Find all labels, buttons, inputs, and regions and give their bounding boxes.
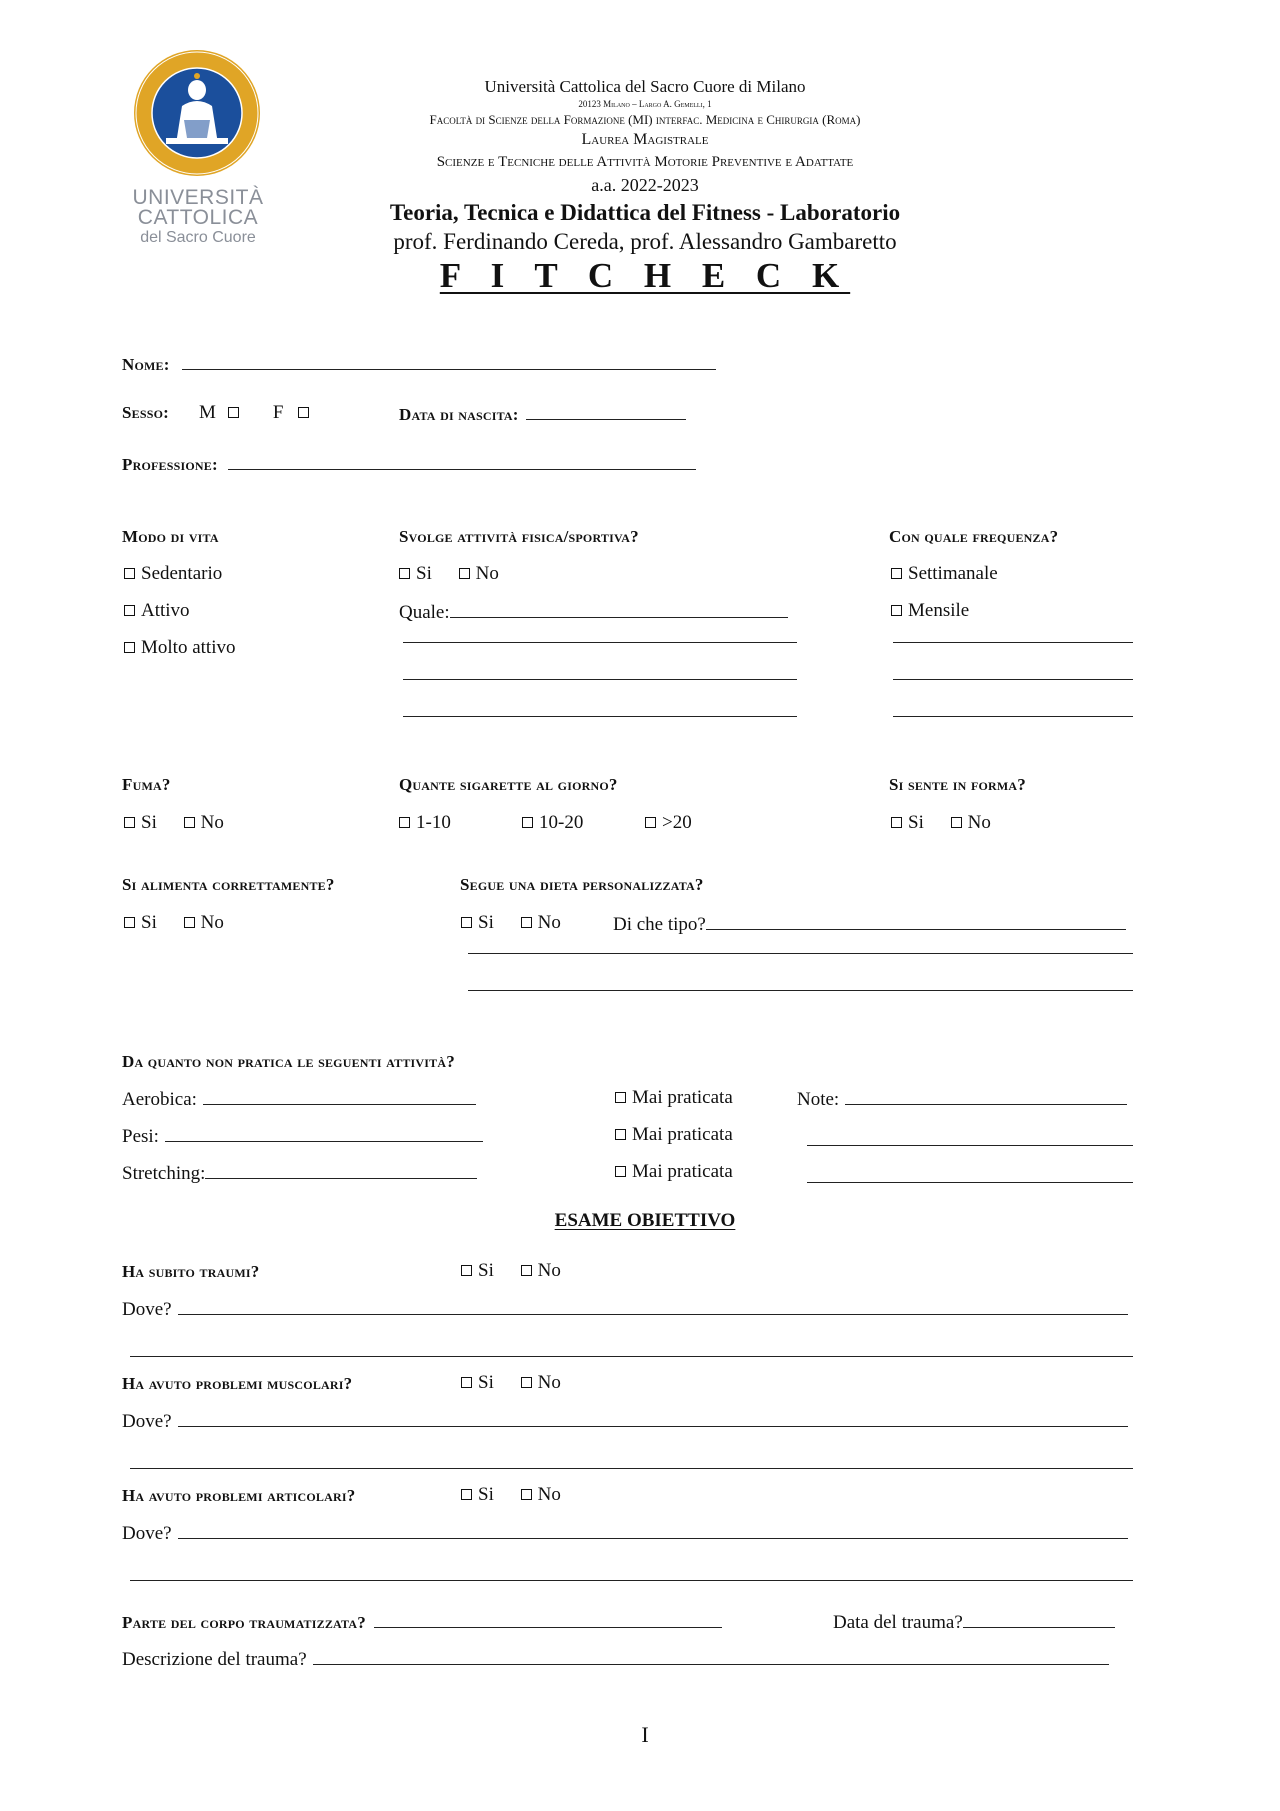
smoke-yes-checkbox[interactable] [124,817,135,828]
name-field[interactable] [182,352,716,370]
activity-no-checkbox[interactable] [459,568,470,579]
never-practiced-stretching[interactable] [615,1161,733,1183]
exam-title [0,1210,1280,1232]
notes-row [797,1087,1127,1111]
checkbox[interactable] [124,605,135,616]
profession-row [122,452,696,475]
trauma-yes-checkbox[interactable] [461,1265,472,1276]
fit-no-checkbox[interactable] [951,817,962,828]
frequency-option-monthly[interactable] [891,600,969,622]
university-seal-icon [132,48,262,178]
sex-m-checkbox[interactable] [228,407,239,418]
checkbox[interactable] [891,568,902,579]
body-part-row [122,1610,722,1633]
activity-no-label: No [475,563,499,584]
lifestyle-option-sedentary[interactable] [124,563,222,585]
trauma-date-label: Data del trauma? [833,1612,963,1633]
smoke-no-label: No [200,812,224,833]
lifestyle-label: Modo di vita [122,527,219,546]
activity-label: Svolge attività fisica/sportiva? [399,527,639,546]
trauma-yes-no [461,1260,561,1282]
inactivity-row-stretching [122,1161,477,1185]
muscular-where-row [122,1409,1128,1433]
joint-extra-line[interactable] [130,1580,1133,1581]
cigarettes-option-20-plus[interactable] [645,812,692,834]
logo-line-3: del Sacro Cuore [140,229,256,246]
frequency-extra-line-2[interactable] [893,679,1133,680]
trauma-desc-label: Descrizione del trauma? [122,1649,307,1670]
nutrition-label: Si alimenta correttamente? [122,875,335,894]
frequency-option-label: Settimanale [908,563,998,584]
checkbox[interactable] [615,1092,626,1103]
cigarettes-option-1-10[interactable] [399,812,451,834]
inactivity-row-weights [122,1124,483,1148]
logo-line-2: CATTOLICA [137,206,259,229]
muscular-label: Ha avuto problemi muscolari? [122,1374,353,1393]
lifestyle-option-active[interactable] [124,600,190,622]
diet-type-row [613,912,1126,936]
name-label: Nome: [122,355,170,374]
fit-yes-no [891,812,991,834]
notes-extra-line-2[interactable] [807,1182,1133,1183]
activity-yes-no [399,563,499,585]
activity-extra-line-1[interactable] [403,642,797,643]
joint-yes-checkbox[interactable] [461,1489,472,1500]
header-year: a.a. 2022-2023 [591,175,699,195]
name-row [122,352,716,375]
never-practiced-label: Mai praticata [632,1124,733,1145]
course-title: Teoria, Tecnica e Didattica del Fitness - Laboratorio [389,200,901,225]
checkbox[interactable] [522,817,533,828]
diet-type-field[interactable] [706,912,1126,930]
notes-field[interactable] [845,1087,1127,1105]
logo-text [128,188,268,248]
muscular-no-label: No [537,1372,561,1393]
header-program: Scienze e Tecniche delle Attività Motorie Preventive e Adattate [436,154,854,170]
lifestyle-option-label: Attivo [141,600,190,621]
trauma-extra-line[interactable] [130,1356,1133,1357]
birth-row [399,402,686,425]
muscular-yes-label: Si [478,1372,494,1393]
sex-m-label: M [199,402,216,423]
nutrition-yes-no [124,912,224,934]
notes-label: Note: [797,1089,840,1110]
course-professors: prof. Ferdinando Cereda, prof. Alessandro Gambaretto [393,229,897,254]
lifestyle-option-label: Sedentario [141,563,223,584]
sex-f-label: F [272,402,284,423]
trauma-desc-row [122,1647,1109,1671]
birth-date-label: Data di nascita: [399,405,519,424]
never-practiced-label: Mai praticata [632,1087,733,1108]
nutrition-yes-label: Si [141,912,157,933]
never-practiced-weights[interactable] [615,1124,733,1146]
checkbox[interactable] [124,568,135,579]
smoke-label: Fuma? [122,775,171,794]
body-part-label: Parte del corpo traumatizzata? [122,1613,366,1632]
joint-where-row [122,1521,1128,1545]
fit-label: Si sente in forma? [889,775,1026,794]
body-part-field[interactable] [374,1610,722,1628]
smoke-yes-label: Si [141,812,157,833]
header-address: 20123 Milano – Largo A. Gemelli, 1 [578,99,712,109]
cigarettes-option-label: 10-20 [539,812,584,833]
diet-no-checkbox[interactable] [521,917,532,928]
sex-f-checkbox[interactable] [298,407,309,418]
checkbox[interactable] [124,642,135,653]
exam-title-text: ESAME OBIETTIVO [554,1210,736,1231]
checkbox[interactable] [399,817,410,828]
inactivity-row-label: Stretching: [122,1163,206,1184]
profession-label: Professione: [122,455,218,474]
never-practiced-label: Mai praticata [632,1161,733,1182]
frequency-option-weekly[interactable] [891,563,998,585]
inactivity-row-label: Aerobica: [122,1089,197,1110]
joint-where-label: Dove? [122,1523,172,1544]
trauma-no-checkbox[interactable] [521,1265,532,1276]
logo-line-1: UNIVERSITÀ [132,186,264,209]
inactivity-row-field[interactable] [165,1124,483,1142]
smoke-yes-no [124,812,224,834]
frequency-label: Con quale frequenza? [889,527,1059,546]
diet-extra-line-2[interactable] [468,990,1133,991]
cigarettes-option-label: 1-10 [416,812,451,833]
inactivity-row-field[interactable] [205,1161,477,1179]
diet-label: Segue una dieta personalizzata? [460,875,704,894]
muscular-yes-no [461,1372,561,1394]
trauma-where-field[interactable] [178,1297,1128,1315]
nutrition-yes-checkbox[interactable] [124,917,135,928]
page-number: I [641,1722,649,1747]
diet-no-label: No [537,912,561,933]
checkbox[interactable] [615,1129,626,1140]
header-faculty: Facoltà di Scienze della Formazione (MI) interfac. Medicina e Chirurgia (Roma) [429,112,861,127]
fit-no-label: No [967,812,991,833]
muscular-no-checkbox[interactable] [521,1377,532,1388]
muscular-yes-checkbox[interactable] [461,1377,472,1388]
diet-extra-line-1[interactable] [468,953,1133,954]
inactivity-label: Da quanto non pratica le seguenti attività? [122,1052,455,1071]
university-logo [128,48,268,258]
inactivity-row-label: Pesi: [122,1126,159,1147]
inactivity-row-field[interactable] [203,1087,476,1105]
profession-field[interactable] [228,452,696,470]
fit-yes-label: Si [908,812,924,833]
cigarettes-option-label: >20 [662,812,692,833]
activity-extra-line-2[interactable] [403,679,797,680]
diet-type-label: Di che tipo? [613,914,706,935]
joint-no-label: No [537,1484,561,1505]
muscular-extra-line[interactable] [130,1468,1133,1469]
trauma-yes-label: Si [478,1260,494,1281]
joint-yes-no [461,1484,561,1506]
frequency-option-label: Mensile [908,600,970,621]
activity-which-label: Quale: [399,602,450,623]
frequency-extra-line-1[interactable] [893,642,1133,643]
birth-date-field[interactable] [526,402,686,420]
header-degree: Laurea Magistrale [581,131,709,148]
joint-no-checkbox[interactable] [521,1489,532,1500]
cigarettes-label: Quante sigarette al giorno? [399,775,618,794]
activity-yes-label: Si [416,563,432,584]
trauma-where-row [122,1297,1128,1321]
sex-row [122,402,315,424]
header-university: Università Cattolica del Sacro Cuore di Milano [484,77,806,96]
cigarettes-option-10-20[interactable] [522,812,583,834]
nutrition-no-label: No [200,912,224,933]
diet-yes-no [461,912,561,934]
joint-where-field[interactable] [178,1521,1128,1539]
inactivity-row-aerobic [122,1087,476,1111]
activity-extra-line-3[interactable] [403,716,797,717]
sex-label: Sesso: [122,403,170,422]
smoke-no-checkbox[interactable] [184,817,195,828]
notes-extra-line-1[interactable] [807,1145,1133,1146]
activity-which-field[interactable] [450,600,788,618]
trauma-no-label: No [537,1260,561,1281]
document-title-text: F I T C H E C K [439,256,851,295]
lifestyle-option-label: Molto attivo [141,637,236,658]
muscular-where-field[interactable] [178,1409,1128,1427]
trauma-date-field[interactable] [963,1610,1115,1628]
frequency-extra-line-3[interactable] [893,716,1133,717]
muscular-where-label: Dove? [122,1411,172,1432]
trauma-desc-field[interactable] [313,1647,1109,1665]
document-title [355,256,935,296]
joint-label: Ha avuto problemi articolari? [122,1486,356,1505]
fit-yes-checkbox[interactable] [891,817,902,828]
trauma-where-label: Dove? [122,1299,172,1320]
trauma-date-row [833,1610,1115,1634]
diet-yes-checkbox[interactable] [461,917,472,928]
checkbox[interactable] [891,605,902,616]
nutrition-no-checkbox[interactable] [184,917,195,928]
checkbox[interactable] [645,817,656,828]
lifestyle-option-very-active[interactable] [124,637,235,659]
activity-yes-checkbox[interactable] [399,568,410,579]
never-practiced-aerobic[interactable] [615,1087,733,1109]
activity-which-row [399,600,788,624]
diet-yes-label: Si [478,912,494,933]
trauma-label: Ha subito traumi? [122,1262,260,1281]
checkbox[interactable] [615,1166,626,1177]
joint-yes-label: Si [478,1484,494,1505]
